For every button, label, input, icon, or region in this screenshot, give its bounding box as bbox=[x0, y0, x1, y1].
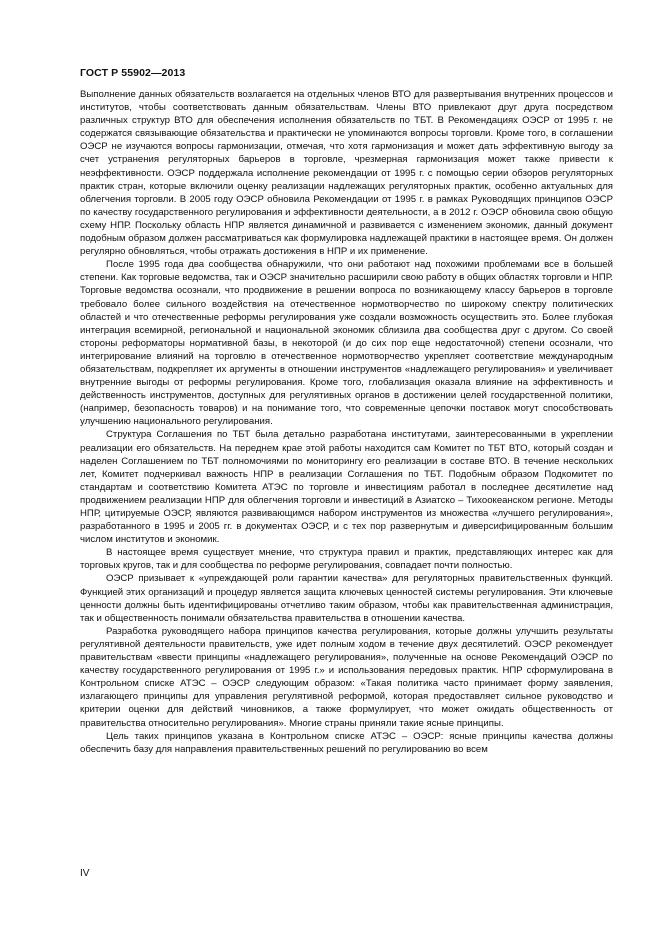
paragraph-1: Выполнение данных обязательств возлагается на отдельных членов ВТО для развертывания внутренних процессов и институтов, чтобы соответствовать данным обязательствам. Члены ВТО привлекают друг друга посредством различных структур ВТО для обеспечения исполнения обязательств по ТБТ. В Рекомендациях ОЭСР от 1995 г. не содержатся связывающие обязательства и практически не упоминаются вопросы торговли. Кроме того, в соглашении ОЭСР не изучаются вопросы гармонизации, отмечая, что хотя гармонизация и может дать эффективную выгоду за счет устранения регуляторных барьеров в торговле, чрезмерная гармонизация может также привести к неэффективности. ОЭСР поддержала исполнение рекомендации от 1995 г. с помощью серии обзоров регуляторных практик стран, которые включили оценку реализации надлежащих регуляторных практик, особенно актуальных для облегчения торговли. В 2005 году ОЭСР обновила Рекомендации от 1995 г. в рамках Руководящих принципов ОЭСР по качеству государственного регулирования и эффективности деятельности, а в 2012 г. ОЭСР обновила свою общую схему НПР. Поскольку область НПР является динамичной и развивается с изменением экономик, данный документ подобным образом должен рассматриваться как формулировка надлежащей практики в настоящее время. Он должен регулярно обновляться, чтобы отражать достижения в НПР и их применение. bbox=[80, 89, 613, 258]
paragraph-6: Разработка руководящего набора принципов качества регулирования, которые должны улучшить результаты регулятивной деятельности правительств, уже идет полным ходом в течение двух десятилетий. ОЭСР рекомендует правительствам «ввести принципы «надлежащего регулирования», полученные на основе Рекомендаций ОЭСР по качеству государственного регулирования от 1995 г.» и использования передовых практик. НПР сформулирована в Контрольном списке АТЭС – ОЭСР следующим образом: «Такая политика часто принимает форму заявления, излагающего принципы для управления регулятивной реформой, которая предоставляет сильное руководство и критерии оценки для действий чиновников, а также формулирует, что может ожидать общественность от правительства относительно регулирования». Многие страны приняли такие ясные принципы. bbox=[80, 625, 613, 729]
document-body bbox=[80, 88, 613, 756]
document-number-header: ГОСТ Р 55902—2013 bbox=[80, 67, 186, 79]
paragraph-7: Цель таких принципов указана в Контрольном списке АТЭС – ОЭСР: ясные принципы качества должны обеспечить базу для направления правительственных решений по регулированию во всем bbox=[80, 730, 613, 755]
paragraph-5: ОЭСР призывает к «упреждающей роли гарантии качества» для регуляторных правительственных функций. Функцией этих организаций и процедур является защита ключевых ценностей системы регулирования. Эти ключевые ценности должны быть идентифицированы отчетливо таким образом, чтобы как правительственная администрация, так и общественность понимали обязательства правительства в отношении качества. bbox=[80, 573, 613, 624]
page-number: IV bbox=[80, 868, 90, 879]
paragraph-2: После 1995 года два сообщества обнаружили, что они работают над похожими проблемами все в большей степени. Как торговые ведомства, так и ОЭСР значительно расширили свою работу в общих областях торговли и НПР. Торговые ведомства осознали, что продвижение в решении вопроса по возникающему классу барьеров в торговле требовало более сильного воздействия на отечественное нормотворчество по широкому спектру политических областей и что отечественные реформы регулирования уже создали возможность осуществить это. Более глубокая интеграция всемирной, региональной и национальной экономик сблизила два сообщества друг с другом. Со своей стороны реформаторы нормативной базы, в некоторой (и до сих пор еще недостаточной) степени осознали, что интегрирование влияний на торговлю в отечественное нормотворчество укрепляет соответствие международным обязательствам, подкрепляет их аргументы в отношении инструментов «надлежащего регулирования» и увеличивает внутренние выгоды от реформы регулирования. Кроме того, глобализация оказала влияние на эффективность и действенность инструментов, доступных для регулятивных органов в достижении целей государственной политики, (например, безопасность товаров) и на понимание того, что современные цепочки поставок могут способствовать улучшению национального регулирования. bbox=[80, 259, 613, 428]
paragraph-3: Структура Соглашения по ТБТ была детально разработана институтами, заинтересованными в укреплении реализации его обязательств. На переднем крае этой работы находится сам Комитет по ТБТ ВТО, который создан и наделен Соглашением по ТБТ полномочиями по мониторингу его реализации в составе ВТО. В течение нескольких лет, Комитет подчеркивал важность НПР в реализации Соглашения по ТБТ. Подобным образом Подкомитет по стандартам и соответствию Комитета АТЭС по торговле и инвестициям работал в последнее десятилетие над продвижением реализации НПР для облегчения торговли и инвестиций в Азиатско – Тихоокеанском регионе. Методы НПР, цитируемые ОЭСР, являются развивающимся набором инструментов из множества «лучшего регулирования», разработанного в 1995 и 2005 гг. в документах ОЭСР, и с тех пор развернутым и диверсифицированным большим числом институтов и экономик. bbox=[80, 429, 613, 546]
paragraph-4: В настоящее время существует мнение, что структура правил и практик, представляющих интерес как для торговых кругов, так и для сообщества по реформе регулирования, совпадает почти полностью. bbox=[80, 547, 613, 572]
